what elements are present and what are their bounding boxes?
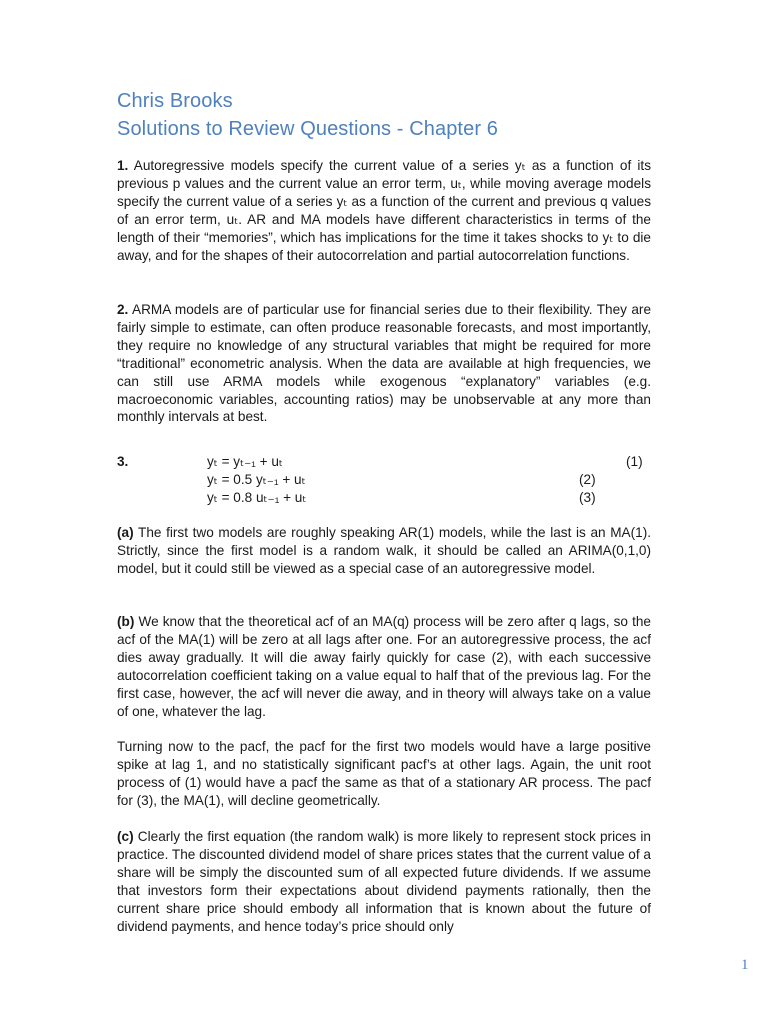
question-1-text: Autoregressive models specify the current value of a series yₜ as a function of its previous p values and the current value an error term, uₜ, while moving average models specify the current value of a series yₜ as a function of the current and previous q values of an error term, uₜ. AR and MA models have different characteristics in terms of the length of their “memories”, which has implications for the time it takes shocks to yₜ to die away, and for the shapes of their autocorrelation and partial autocorrelation functions. xyxy=(117,158,651,263)
question-1-paragraph xyxy=(117,157,651,264)
question-2-number: 2. xyxy=(117,302,129,317)
part-c-label: (c) xyxy=(117,829,134,844)
equation-tag: (1) xyxy=(626,454,643,469)
author-name: Chris Brooks xyxy=(117,90,233,112)
equation-expression: yₜ = 0.5 yₜ₋₁ + uₜ xyxy=(207,472,306,487)
document-title: Solutions to Review Questions - Chapter 6 xyxy=(117,118,498,140)
equation-row xyxy=(117,454,647,472)
part-b-text: We know that the theoretical acf of an MA(q) process will be zero after q lags, so the acf of the MA(1) will be zero at all lags after one. For an autoregressive process, the acf dies away gradually. It will die away fairly quickly for case (2), with each successive autocorrelation coefficient taking on a value equal to half that of the previous lag. For the first case, however, the acf will never die away, and in theory will always take on a value of one, whatever the lag. xyxy=(117,614,651,719)
equation-expression: yₜ = 0.8 uₜ₋₁ + uₜ xyxy=(207,490,307,505)
part-b-label: (b) xyxy=(117,614,135,629)
question-2-paragraph xyxy=(117,301,651,426)
page-number: 1 xyxy=(741,957,749,973)
part-b-paragraph xyxy=(117,613,651,720)
part-a-paragraph xyxy=(117,524,651,578)
part-a-text: The first two models are roughly speaking AR(1) models, while the last is an MA(1). Strictly, since the first model is a random walk, it should be called an ARIMA(0,1,0) model, but it could still be viewed as a special case of an autoregressive model. xyxy=(117,525,652,576)
equation-tag: (2) xyxy=(579,472,596,487)
part-a-label: (a) xyxy=(117,525,134,540)
pacf-paragraph: Turning now to the pacf, the pacf for the first two models would have a large positive spike at lag 1, and no statistically significant pacf’s at other lags. Again, the unit root process of (1) would have a pacf the same as that of a stationary AR process. The pacf for (3), the MA(1), will decline geometrically. xyxy=(117,739,651,808)
question-3-number: 3. xyxy=(117,454,129,469)
part-c-text: Clearly the first equation (the random walk) is more likely to represent stock prices in practice. The discounted dividend model of share prices states that the current value of a share will be simply the discounted sum of all expected future dividends. If we assume that investors form their expectations about dividend payments rationally, then the current share price should embody all information that is known about the future of dividend payments, and hence today’s price should only xyxy=(117,829,651,934)
equation-tag: (3) xyxy=(579,490,596,505)
question-2-text: ARMA models are of particular use for financial series due to their flexibility. They are fairly simple to estimate, can often produce reasonable forecasts, and most importantly, they require no knowledge of any structural variables that might be required for more “traditional” econometric analysis. When the data are available at high frequencies, we can still use ARMA models while exogenous “explanatory” variables (e.g. macroeconomic variables, accounting ratios) may be unobservable at any more than monthly intervals at best. xyxy=(117,302,651,425)
equation-row xyxy=(117,472,647,490)
part-c-paragraph xyxy=(117,828,651,935)
equation-expression: yₜ = yₜ₋₁ + uₜ xyxy=(207,454,283,469)
equation-row xyxy=(117,490,647,508)
question-1-number: 1. xyxy=(117,158,129,173)
